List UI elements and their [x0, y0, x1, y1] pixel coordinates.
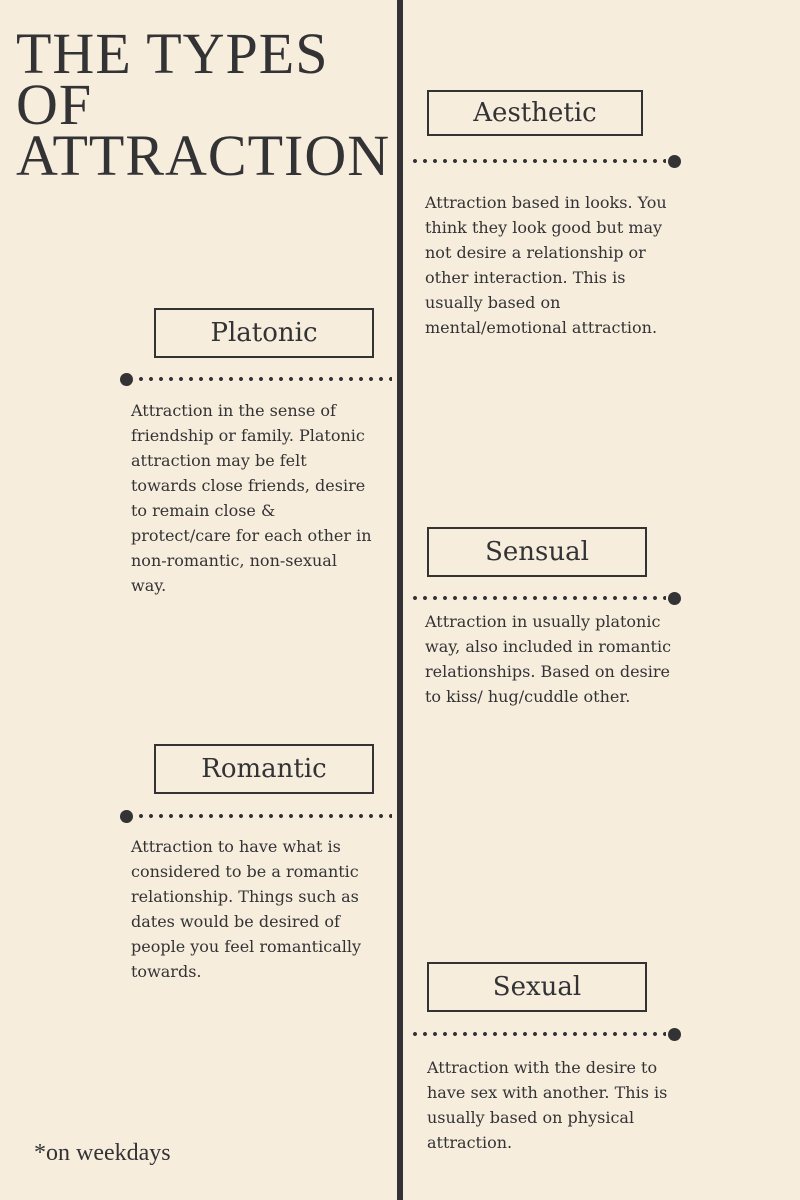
- aesthetic-connector: [410, 159, 666, 163]
- platonic-label-box: [154, 308, 374, 358]
- title-line-2: OF: [16, 72, 93, 137]
- title-line-3: ATTRACTION: [16, 123, 391, 188]
- title-line-1: THE TYPES: [16, 21, 329, 86]
- platonic-end-dot: [120, 373, 133, 386]
- platonic-connector: [136, 377, 392, 381]
- sensual-description: Attraction in usually platonic way, also included in romantic relationships. Based on desire to kiss/ hug/cuddle other.: [425, 612, 672, 706]
- platonic-label: Platonic: [210, 318, 318, 348]
- aesthetic-description: Attraction based in looks. You think they look good but may not desire a relationship or other interaction. This is usually based on mental/emotional attraction.: [425, 193, 667, 337]
- platonic-description: Attraction in the sense of friendship or family. Platonic attraction may be felt towards close friends, desire to remain close & protect/care for each other in non-romantic, non-sexual way.: [131, 401, 372, 595]
- aesthetic-label-box: [427, 90, 643, 136]
- sensual-connector: [410, 596, 666, 600]
- sensual-end-dot: [668, 592, 681, 605]
- sexual-connector: [410, 1032, 666, 1036]
- romantic-label: Romantic: [201, 754, 327, 784]
- sensual-label: Sensual: [485, 537, 589, 567]
- sexual-label: Sexual: [492, 972, 582, 1002]
- sexual-description: Attraction with the desire to have sex with another. This is usually based on physical attraction.: [427, 1058, 668, 1152]
- aesthetic-end-dot: [668, 155, 681, 168]
- romantic-end-dot: [120, 810, 133, 823]
- page-title: [16, 21, 391, 188]
- sensual-label-box: [427, 527, 647, 577]
- romantic-description: Attraction to have what is considered to be a romantic relationship. Things such as dates would be desired of people you feel romantically towards.: [131, 837, 361, 981]
- sexual-label-box: [427, 962, 647, 1012]
- footnote: *on weekdays: [34, 1140, 171, 1166]
- timeline-axis: [397, 0, 403, 1200]
- sexual-end-dot: [668, 1028, 681, 1041]
- aesthetic-label: Aesthetic: [473, 98, 597, 128]
- romantic-connector: [136, 814, 392, 818]
- romantic-label-box: [154, 744, 374, 794]
